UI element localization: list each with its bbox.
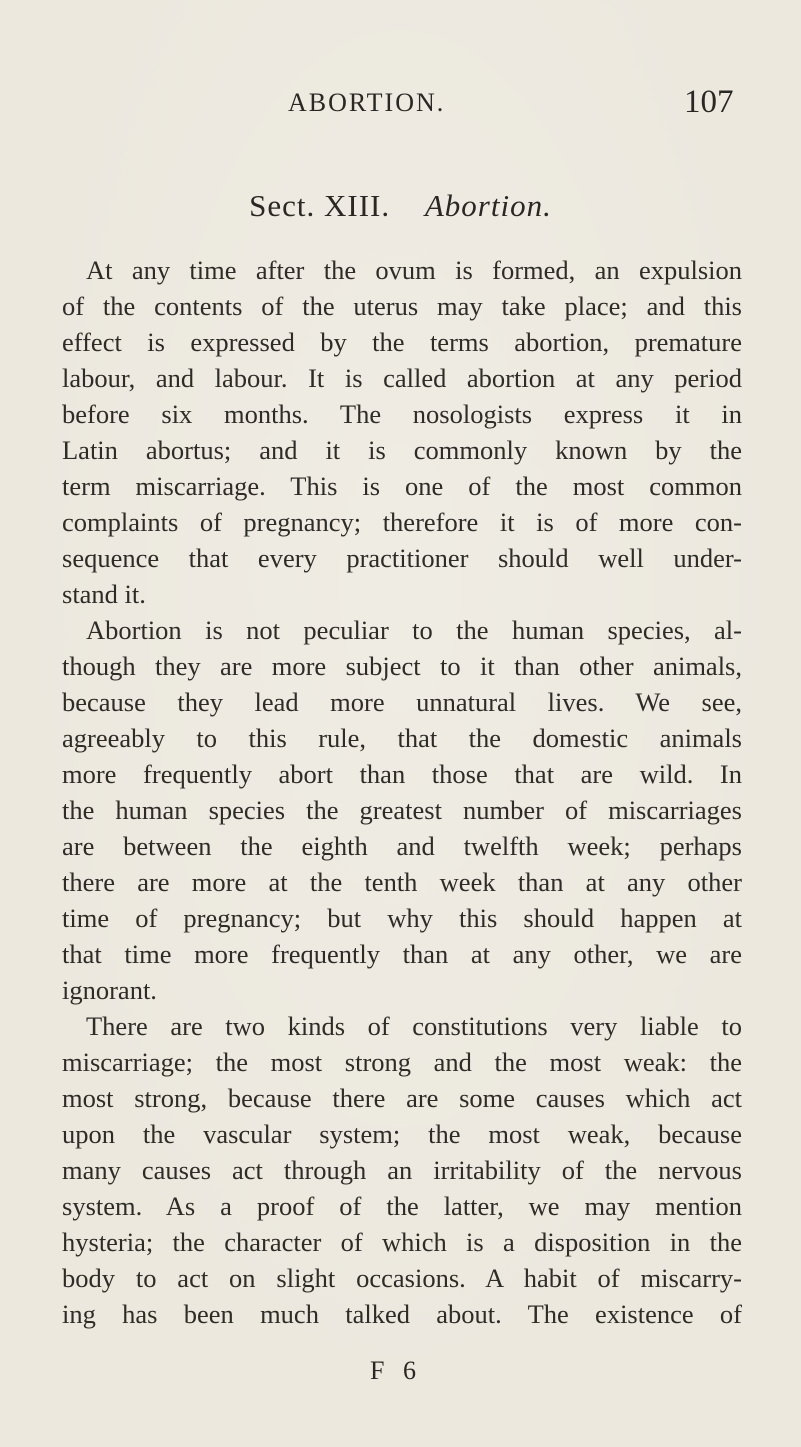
- text-line: ignorant.: [62, 975, 157, 1005]
- text-line: complaints of pregnancy; therefore it is of more con-: [62, 507, 742, 537]
- text-line: because they lead more unnatural lives. We see,: [62, 687, 742, 717]
- text-line: are between the eighth and twelfth week; perhaps: [62, 831, 742, 861]
- text-line: body to act on slight occasions. A habit of miscarry-: [62, 1263, 742, 1293]
- text-line: system. As a proof of the latter, we may mention: [62, 1191, 742, 1221]
- text-line: hysteria; the character of which is a disposition in the: [62, 1227, 742, 1257]
- text-line: miscarriage; the most strong and the most weak: the: [62, 1047, 742, 1077]
- body-text: [62, 252, 742, 1332]
- section-label: Sect. XIII.: [249, 188, 391, 223]
- signature-mark: F 6: [370, 1356, 422, 1385]
- text-line: sequence that every practitioner should well under-: [62, 543, 742, 573]
- text-line: labour, and labour. It is called abortion at any period: [62, 363, 742, 393]
- text-line: There are two kinds of constitutions very liable to: [86, 1011, 742, 1041]
- text-line: time of pregnancy; but why this should happen at: [62, 903, 742, 933]
- text-line: more frequently abort than those that are wild. In: [62, 759, 742, 789]
- text-line: term miscarriage. This is one of the most common: [62, 471, 742, 501]
- section-title: Abortion.: [424, 188, 552, 223]
- text-line: At any time after the ovum is formed, an expulsion: [86, 255, 742, 285]
- text-line: Abortion is not peculiar to the human species, al-: [86, 615, 742, 645]
- text-line: stand it.: [62, 579, 146, 609]
- text-line: the human species the greatest number of miscarriages: [62, 795, 742, 825]
- text-line: effect is expressed by the terms abortion, premature: [62, 327, 742, 357]
- text-line: ing has been much talked about. The existence of: [62, 1299, 742, 1329]
- running-head-title: ABORTION.: [288, 88, 446, 117]
- text-line: before six months. The nosologists express it in: [62, 399, 742, 429]
- text-line: of the contents of the uterus may take place; and this: [62, 291, 742, 321]
- section-heading: [0, 188, 801, 224]
- text-line: upon the vascular system; the most weak, because: [62, 1119, 742, 1149]
- text-line: Latin abortus; and it is commonly known by the: [62, 435, 742, 465]
- page-number: 107: [684, 84, 734, 120]
- text-line: though they are more subject to it than other animals,: [62, 651, 742, 681]
- text-line: that time more frequently than at any other, we are: [62, 939, 742, 969]
- text-line: most strong, because there are some causes which act: [62, 1083, 742, 1113]
- running-head: [0, 84, 801, 128]
- text-line: agreeably to this rule, that the domestic animals: [62, 723, 742, 753]
- text-line: many causes act through an irritability of the nervous: [62, 1155, 742, 1185]
- text-line: there are more at the tenth week than at any other: [62, 867, 742, 897]
